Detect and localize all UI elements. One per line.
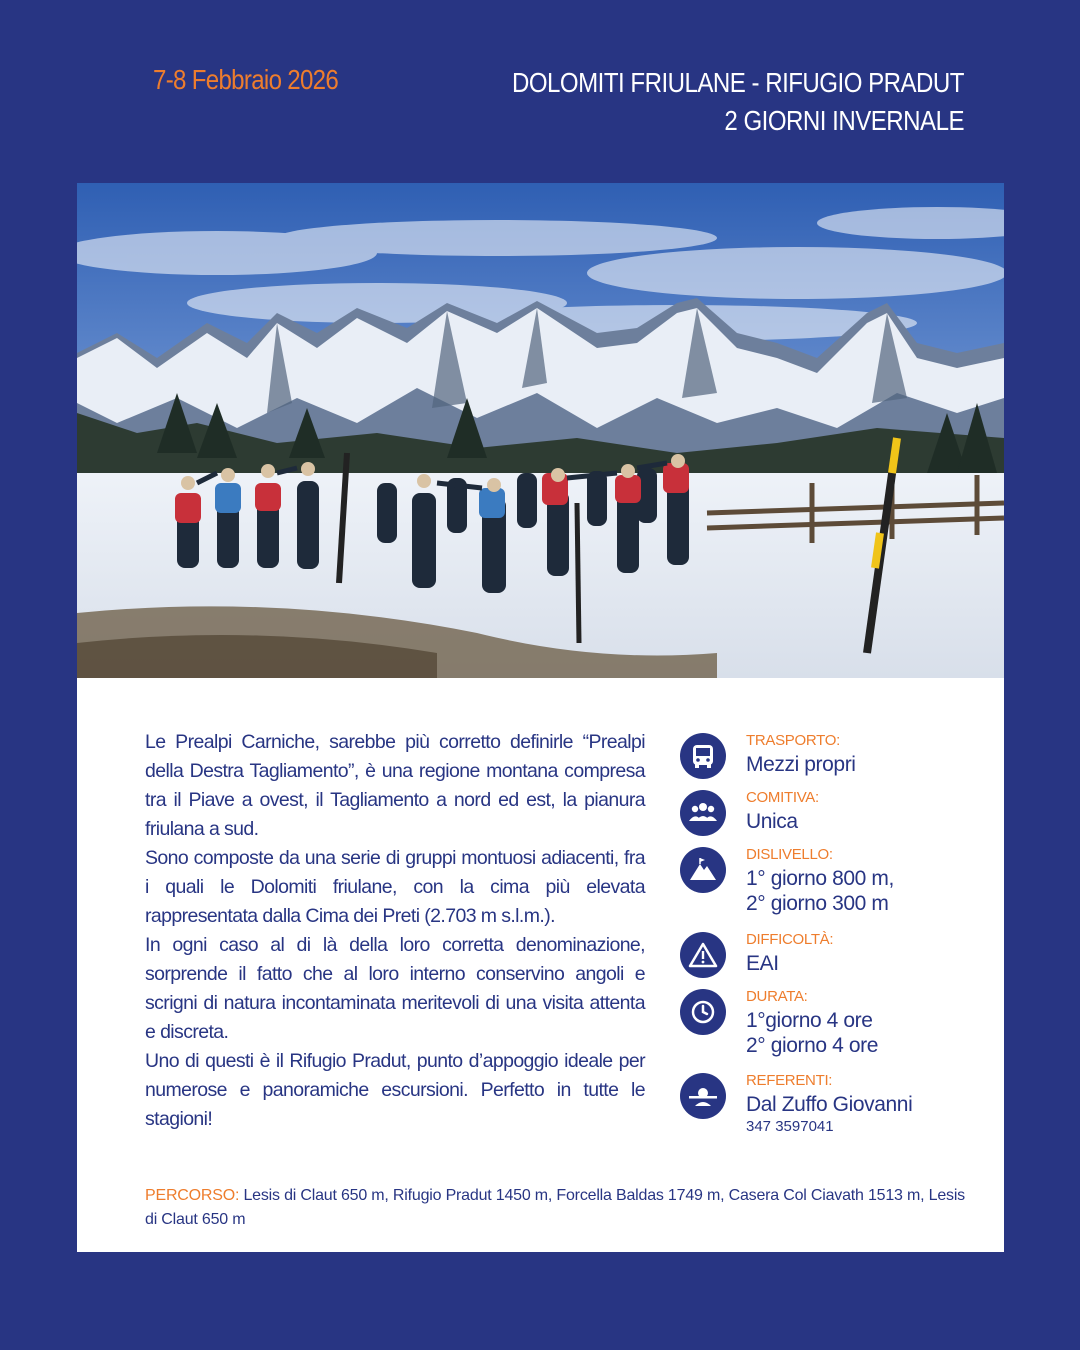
dislivello-day1: 1° giorno 800 m, <box>746 867 894 890</box>
difficolta-value: EAI <box>746 952 779 975</box>
durata-value <box>746 1008 878 1058</box>
event-date: 7-8 Febbraio 2026 <box>153 64 339 95</box>
durata-day1: 1°giorno 4 ore <box>746 1009 873 1032</box>
event-title <box>404 64 964 140</box>
bus-icon <box>680 733 726 779</box>
hero-photo <box>77 183 1004 678</box>
comitiva-label: COMITIVA: <box>746 789 819 806</box>
referenti-label: REFERENTI: <box>746 1072 833 1089</box>
info-card <box>77 678 1004 1252</box>
description-paragraph: Le Prealpi Carniche, sarebbe più corretto definirle “Prealpi della Destra Tagliamento”, è una regione montana compresa tra il Piave a ovest, il Tagliamento a nord ed est, la pianura friulana a sud. <box>145 731 645 840</box>
description-paragraph: Sono composte da una serie di gruppi montuosi adiacenti, fra i quali le Dolomiti friulane, con la cima più elevata rappresentata dalla Cima dei Preti (2.703 m s.l.m.). <box>145 847 645 927</box>
description-paragraph: In ogni caso al di là della loro corretta denominazione, sorprende il fatto che al loro interno conservino angoli e scrigni di natura incontaminata meritevoli di una visita attenta e discreta. <box>145 934 645 1043</box>
title-line-2: 2 GIORNI INVERNALE <box>724 105 964 136</box>
clock-icon <box>680 989 726 1035</box>
dislivello-day2: 2° giorno 300 m <box>746 892 889 915</box>
referenti-phone: 347 3597041 <box>746 1118 834 1135</box>
description <box>145 728 645 1134</box>
title-line-1: DOLOMITI FRIULANE - RIFUGIO PRADUT <box>511 67 964 98</box>
durata-label: DURATA: <box>746 988 808 1005</box>
referenti-value: Dal Zuffo Giovanni <box>746 1093 913 1116</box>
durata-day2: 2° giorno 4 ore <box>746 1034 878 1057</box>
mountain-icon <box>680 847 726 893</box>
group-icon <box>680 790 726 836</box>
warning-icon <box>680 932 726 978</box>
difficolta-label: DIFFICOLTÀ: <box>746 931 834 948</box>
route <box>145 1184 965 1232</box>
dislivello-label: DISLIVELLO: <box>746 846 833 863</box>
leader-icon <box>680 1073 726 1119</box>
route-text: Lesis di Claut 650 m, Rifugio Pradut 1450 m, Forcella Baldas 1749 m, Casera Col Ciavath 1513 m, Lesis di Claut 650 m <box>145 1187 965 1228</box>
route-label: PERCORSO: <box>145 1187 240 1204</box>
description-paragraph: Uno di questi è il Rifugio Pradut, punto d’appoggio ideale per numerose e panoramiche escursioni. Perfetto in tutte le stagioni! <box>145 1050 645 1130</box>
trasporto-value: Mezzi propri <box>746 753 856 776</box>
dislivello-value <box>746 866 894 916</box>
comitiva-value: Unica <box>746 810 798 833</box>
trasporto-label: TRASPORTO: <box>746 732 840 749</box>
